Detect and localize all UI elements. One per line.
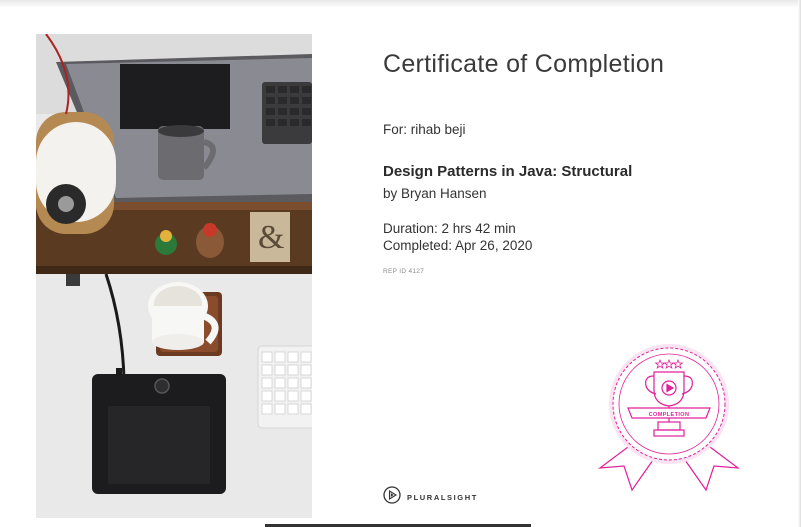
completion-badge [596,338,742,496]
badge-label: COMPLETION [648,412,690,418]
desk-workspace-photo [36,34,312,518]
top-shadow [0,0,801,8]
pluralsight-play-icon [383,486,401,509]
brand-name: PLURALSIGHT [407,493,478,502]
svg-text:&: & [258,219,285,256]
rep-id: REP ID 4127 [383,268,425,275]
completed-date-line: Completed: Apr 26, 2020 [383,238,533,253]
course-title: Design Patterns in Java: Structural [383,163,633,180]
duration-line: Duration: 2 hrs 42 min [383,221,516,236]
author-line: by Bryan Hansen [383,186,487,201]
pluralsight-brand [383,486,478,509]
seal-edge [609,344,729,464]
recipient-line: For: rihab beji [383,122,466,137]
certificate-title: Certificate of Completion [383,50,665,78]
